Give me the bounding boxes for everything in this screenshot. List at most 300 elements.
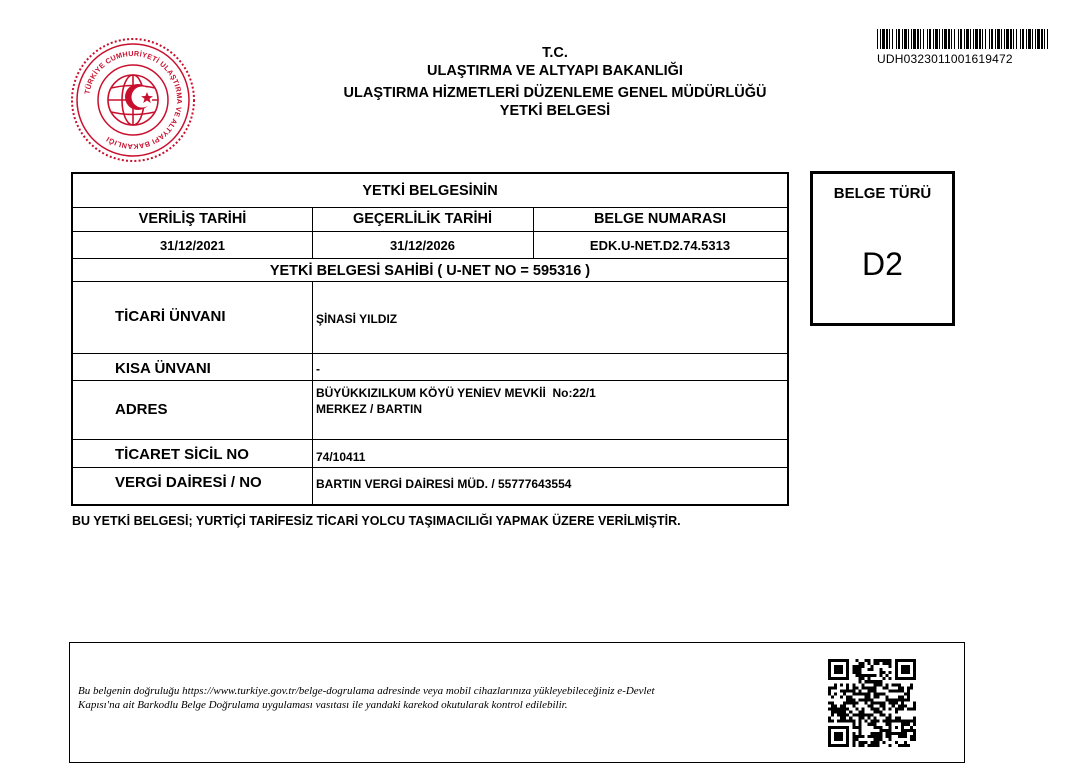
qr-module — [831, 714, 834, 717]
qr-module — [843, 720, 846, 723]
trade-name-label: TİCARİ ÜNVANI — [115, 308, 226, 325]
qr-module — [874, 708, 877, 711]
qr-module — [852, 726, 855, 729]
qr-module — [843, 714, 846, 717]
table-divider — [73, 353, 787, 354]
qr-module — [877, 744, 880, 747]
barcode-bar — [896, 29, 897, 49]
qr-module — [852, 668, 855, 671]
qr-module — [855, 701, 858, 704]
qr-module — [904, 735, 907, 738]
barcode-bar — [911, 29, 912, 49]
crescent-star-icon — [125, 84, 153, 110]
barcode-bar — [904, 29, 907, 49]
authorization-table — [71, 172, 789, 506]
qr-module — [910, 708, 913, 711]
table-title: YETKİ BELGESİNİN — [362, 183, 498, 199]
table-divider — [73, 380, 787, 381]
qr-module — [849, 689, 852, 692]
barcode-bar — [997, 29, 1000, 49]
header-tc: T.C. — [542, 45, 568, 61]
qr-module — [883, 677, 886, 680]
qr-module — [831, 720, 834, 723]
qr-module — [867, 674, 870, 677]
qr-module — [855, 738, 858, 741]
qr-module — [828, 692, 831, 695]
qr-module — [864, 692, 867, 695]
qr-module — [861, 683, 864, 686]
qr-module — [880, 659, 883, 662]
qr-module — [880, 711, 883, 714]
qr-module — [870, 705, 873, 708]
qr-code-icon — [828, 659, 916, 747]
qr-module — [874, 732, 877, 735]
qr-module — [870, 668, 873, 671]
qr-module — [880, 668, 883, 671]
qr-module — [895, 689, 898, 692]
qr-module — [913, 732, 916, 735]
qr-module — [874, 741, 877, 744]
qr-module — [840, 708, 843, 711]
qr-module — [904, 705, 907, 708]
qr-module — [870, 720, 873, 723]
qr-module — [870, 714, 873, 717]
qr-module — [870, 744, 873, 747]
qr-module — [843, 701, 846, 704]
table-divider — [73, 231, 787, 232]
authorization-statement: BU YETKİ BELGESİ; YURTİÇİ TARİFESİZ TİCARİ YOLCU TAŞIMACILIĞI YAPMAK ÜZERE VERİLMİŞTİR. — [72, 514, 681, 528]
qr-module — [858, 698, 861, 701]
qr-module — [904, 720, 907, 723]
qr-module — [883, 741, 886, 744]
issue-date-value: 31/12/2021 — [159, 238, 226, 253]
qr-module — [913, 717, 916, 720]
qr-module — [828, 701, 831, 704]
qr-module — [898, 717, 901, 720]
qr-module — [855, 726, 858, 729]
qr-module — [828, 689, 831, 692]
qr-module — [898, 708, 901, 711]
qr-module — [913, 729, 916, 732]
qr-module — [886, 683, 889, 686]
qr-module — [877, 662, 880, 665]
barcode-bar — [964, 29, 965, 49]
qr-module — [901, 665, 910, 674]
qr-module — [867, 692, 870, 695]
qr-module — [874, 695, 877, 698]
qr-module — [913, 723, 916, 726]
barcode-bar — [948, 29, 950, 49]
qr-module — [877, 692, 880, 695]
qr-module — [907, 729, 910, 732]
qr-module — [895, 711, 898, 714]
qr-module — [852, 738, 855, 741]
qr-module — [874, 686, 877, 689]
qr-module — [858, 744, 861, 747]
qr-module — [870, 735, 873, 738]
barcode-icon — [877, 29, 1052, 49]
qr-module — [889, 659, 892, 662]
qr-module — [861, 665, 864, 668]
qr-module — [858, 689, 861, 692]
qr-module — [840, 711, 843, 714]
qr-module — [880, 705, 883, 708]
qr-module — [901, 744, 904, 747]
qr-module — [913, 705, 916, 708]
qr-module — [907, 708, 910, 711]
qr-module — [861, 662, 864, 665]
qr-module — [886, 698, 889, 701]
barcode-bar — [1010, 29, 1012, 49]
table-divider — [73, 281, 787, 282]
qr-module — [889, 738, 892, 741]
barcode-bar — [880, 29, 881, 49]
qr-module — [898, 744, 901, 747]
qr-module — [870, 689, 873, 692]
qr-module — [855, 668, 858, 671]
qr-module — [861, 698, 864, 701]
qr-module — [864, 680, 867, 683]
qr-module — [895, 726, 898, 729]
qr-module — [901, 701, 904, 704]
qr-module — [852, 732, 855, 735]
barcode-bar — [989, 29, 990, 49]
address-value-line2: MERKEZ / BARTIN — [316, 402, 422, 416]
qr-module — [870, 674, 873, 677]
qr-module — [861, 677, 864, 680]
qr-module — [910, 738, 913, 741]
qr-module — [843, 692, 846, 695]
qr-module — [840, 683, 843, 686]
qr-module — [883, 708, 886, 711]
qr-module — [834, 705, 837, 708]
qr-module — [834, 708, 837, 711]
qr-module — [870, 680, 873, 683]
barcode-bar — [951, 29, 952, 49]
qr-module — [889, 744, 892, 747]
qr-module — [858, 680, 861, 683]
qr-module — [883, 701, 886, 704]
qr-module — [870, 686, 873, 689]
barcode-bar — [1022, 29, 1024, 49]
qr-module — [855, 659, 858, 662]
barcode-bar — [982, 29, 983, 49]
qr-module — [867, 723, 870, 726]
qr-module — [849, 698, 852, 701]
qr-module — [852, 698, 855, 701]
qr-module — [843, 705, 846, 708]
qr-module — [892, 683, 895, 686]
qr-module — [886, 674, 889, 677]
qr-module — [837, 711, 840, 714]
qr-module — [861, 735, 864, 738]
qr-module — [889, 701, 892, 704]
qr-module — [904, 698, 907, 701]
qr-module — [843, 717, 846, 720]
qr-module — [840, 717, 843, 720]
qr-module — [858, 665, 861, 668]
header-document-title: YETKİ BELGESİ — [499, 103, 611, 119]
qr-module — [852, 701, 855, 704]
qr-module — [861, 741, 864, 744]
qr-module — [831, 686, 834, 689]
qr-module — [877, 741, 880, 744]
qr-module — [843, 708, 846, 711]
qr-module — [834, 665, 843, 674]
qr-module — [880, 680, 883, 683]
barcode-bar — [882, 29, 885, 49]
qr-module — [846, 708, 849, 711]
qr-module — [877, 695, 880, 698]
qr-module — [858, 732, 861, 735]
qr-module — [852, 705, 855, 708]
qr-module — [901, 689, 904, 692]
barcode-bar — [898, 29, 900, 49]
qr-module — [852, 735, 855, 738]
qr-module — [867, 680, 870, 683]
qr-module — [834, 711, 837, 714]
qr-module — [904, 692, 907, 695]
qr-module — [907, 686, 910, 689]
qr-module — [889, 689, 892, 692]
qr-module — [910, 735, 913, 738]
tax-office-label: VERGİ DAİRESİ / NO — [115, 474, 262, 491]
qr-module — [886, 729, 889, 732]
barcode-bar — [1006, 29, 1009, 49]
qr-module — [874, 692, 877, 695]
qr-module — [883, 686, 886, 689]
qr-module — [874, 674, 877, 677]
qr-module — [858, 741, 861, 744]
qr-module — [877, 711, 880, 714]
col-header-issue-date: VERİLİŞ TARİHİ — [138, 211, 247, 227]
barcode-bar — [1032, 29, 1033, 49]
qr-module — [840, 720, 843, 723]
qr-module — [864, 720, 867, 723]
qr-module — [898, 705, 901, 708]
qr-module — [867, 717, 870, 720]
qr-module — [855, 692, 858, 695]
qr-module — [858, 662, 861, 665]
qr-module — [883, 662, 886, 665]
verification-text — [78, 684, 808, 712]
qr-module — [867, 686, 870, 689]
qr-module — [867, 714, 870, 717]
qr-module — [874, 738, 877, 741]
qr-module — [843, 689, 846, 692]
barcode-bar — [923, 29, 924, 49]
qr-module — [886, 717, 889, 720]
qr-module — [877, 659, 880, 662]
barcode-bar — [886, 29, 888, 49]
qr-module — [861, 708, 864, 711]
qr-module — [858, 729, 861, 732]
qr-module — [861, 692, 864, 695]
qr-module — [886, 732, 889, 735]
qr-module — [874, 662, 877, 665]
qr-module — [883, 692, 886, 695]
barcode-number: UDH0323011001619472 — [877, 52, 1013, 66]
barcode-bar — [1001, 29, 1002, 49]
qr-module — [846, 714, 849, 717]
qr-module — [874, 701, 877, 704]
qr-module — [870, 701, 873, 704]
qr-module — [904, 732, 907, 735]
qr-module — [846, 689, 849, 692]
qr-module — [889, 662, 892, 665]
barcode-bar — [892, 29, 893, 49]
qr-module — [898, 686, 901, 689]
ministry-seal-logo — [70, 37, 196, 163]
qr-module — [861, 674, 864, 677]
qr-module — [834, 686, 837, 689]
qr-module — [880, 726, 883, 729]
barcode-bar — [1047, 29, 1048, 49]
qr-module — [834, 692, 837, 695]
qr-module — [877, 683, 880, 686]
qr-module — [837, 720, 840, 723]
qr-module — [837, 714, 840, 717]
barcode-bar — [920, 29, 921, 49]
qr-module — [889, 717, 892, 720]
qr-module — [886, 659, 889, 662]
qr-module — [867, 689, 870, 692]
qr-module — [904, 741, 907, 744]
qr-module — [858, 726, 861, 729]
qr-module — [913, 708, 916, 711]
qr-module — [828, 686, 831, 689]
header-ministry: ULAŞTIRMA VE ALTYAPI BAKANLIĞI — [427, 63, 683, 79]
qr-module — [910, 683, 913, 686]
qr-module — [874, 717, 877, 720]
qr-module — [901, 708, 904, 711]
qr-module — [855, 708, 858, 711]
qr-module — [889, 677, 892, 680]
barcode-bar — [1035, 29, 1036, 49]
qr-module — [858, 671, 861, 674]
barcode-bar — [973, 29, 974, 49]
barcode-bar — [991, 29, 993, 49]
qr-module — [864, 741, 867, 744]
qr-module — [840, 714, 843, 717]
qr-module — [889, 698, 892, 701]
qr-module — [874, 683, 877, 686]
qr-module — [886, 686, 889, 689]
qr-module — [895, 683, 898, 686]
qr-module — [861, 686, 864, 689]
qr-module — [831, 701, 834, 704]
qr-module — [907, 695, 910, 698]
qr-module — [874, 723, 877, 726]
qr-module — [877, 732, 880, 735]
qr-module — [828, 708, 831, 711]
qr-module — [849, 701, 852, 704]
trade-registry-label: TİCARET SİCİL NO — [115, 446, 249, 463]
qr-module — [880, 701, 883, 704]
header-directorate: ULAŞTIRMA HİZMETLERİ DÜZENLEME GENEL MÜDÜRLÜĞÜ — [343, 85, 767, 101]
table-divider — [73, 207, 787, 208]
qr-module — [907, 723, 910, 726]
qr-module — [904, 744, 907, 747]
qr-module — [867, 662, 870, 665]
qr-module — [877, 726, 880, 729]
qr-module — [877, 708, 880, 711]
qr-module — [855, 686, 858, 689]
validity-date-value: 31/12/2026 — [389, 238, 456, 253]
qr-module — [861, 714, 864, 717]
qr-module — [898, 689, 901, 692]
qr-module — [892, 698, 895, 701]
qr-module — [910, 729, 913, 732]
qr-module — [874, 680, 877, 683]
document-type-value: D2 — [862, 246, 903, 282]
qr-module — [831, 705, 834, 708]
qr-module — [867, 677, 870, 680]
qr-module — [913, 720, 916, 723]
qr-module — [892, 705, 895, 708]
qr-module — [858, 720, 861, 723]
qr-module — [849, 720, 852, 723]
qr-module — [858, 692, 861, 695]
address-value-line1: BÜYÜKKIZILKUM KÖYÜ YENİEV MEVKİİ No:22/1 — [316, 386, 596, 400]
barcode-bar — [1013, 29, 1014, 49]
qr-module — [855, 714, 858, 717]
barcode-bar — [913, 29, 916, 49]
qr-module — [834, 732, 843, 741]
qr-module — [904, 723, 907, 726]
qr-module — [831, 695, 834, 698]
qr-module — [867, 705, 870, 708]
qr-module — [874, 726, 877, 729]
qr-module — [864, 698, 867, 701]
qr-module — [889, 708, 892, 711]
qr-module — [852, 723, 855, 726]
qr-module — [858, 674, 861, 677]
qr-module — [901, 705, 904, 708]
qr-module — [907, 692, 910, 695]
qr-module — [907, 698, 910, 701]
qr-module — [886, 662, 889, 665]
barcode-bar — [954, 29, 955, 49]
verification-text-line2: Kapısı'na ait Barkodlu Belge Doğrulama uygulaması vasıtası ile yandaki karekod okutularak kontrol edilebilir. — [78, 699, 568, 711]
col-header-validity-date: GEÇERLİLİK TARİHİ — [352, 211, 493, 227]
qr-module — [883, 729, 886, 732]
qr-module — [877, 738, 880, 741]
qr-module — [880, 735, 883, 738]
qr-module — [840, 705, 843, 708]
qr-module — [901, 698, 904, 701]
barcode-bar — [942, 29, 943, 49]
qr-module — [852, 686, 855, 689]
qr-module — [867, 659, 870, 662]
qr-module — [858, 668, 861, 671]
qr-module — [874, 720, 877, 723]
seal-ring-text: TÜRKİYE CUMHURİYETİ ULAŞTIRMA VE ALTYAPI BAKANLIĞI — [82, 48, 185, 152]
qr-module — [867, 744, 870, 747]
qr-module — [913, 738, 916, 741]
qr-module — [858, 735, 861, 738]
col-header-document-number: BELGE NUMARASI — [593, 211, 727, 227]
qr-module — [880, 683, 883, 686]
table-divider — [73, 467, 787, 468]
qr-module — [858, 723, 861, 726]
barcode-bar — [1028, 29, 1031, 49]
qr-module — [880, 692, 883, 695]
barcode-bar — [1016, 29, 1017, 49]
qr-module — [864, 659, 867, 662]
barcode-bar — [927, 29, 928, 49]
qr-module — [880, 714, 883, 717]
